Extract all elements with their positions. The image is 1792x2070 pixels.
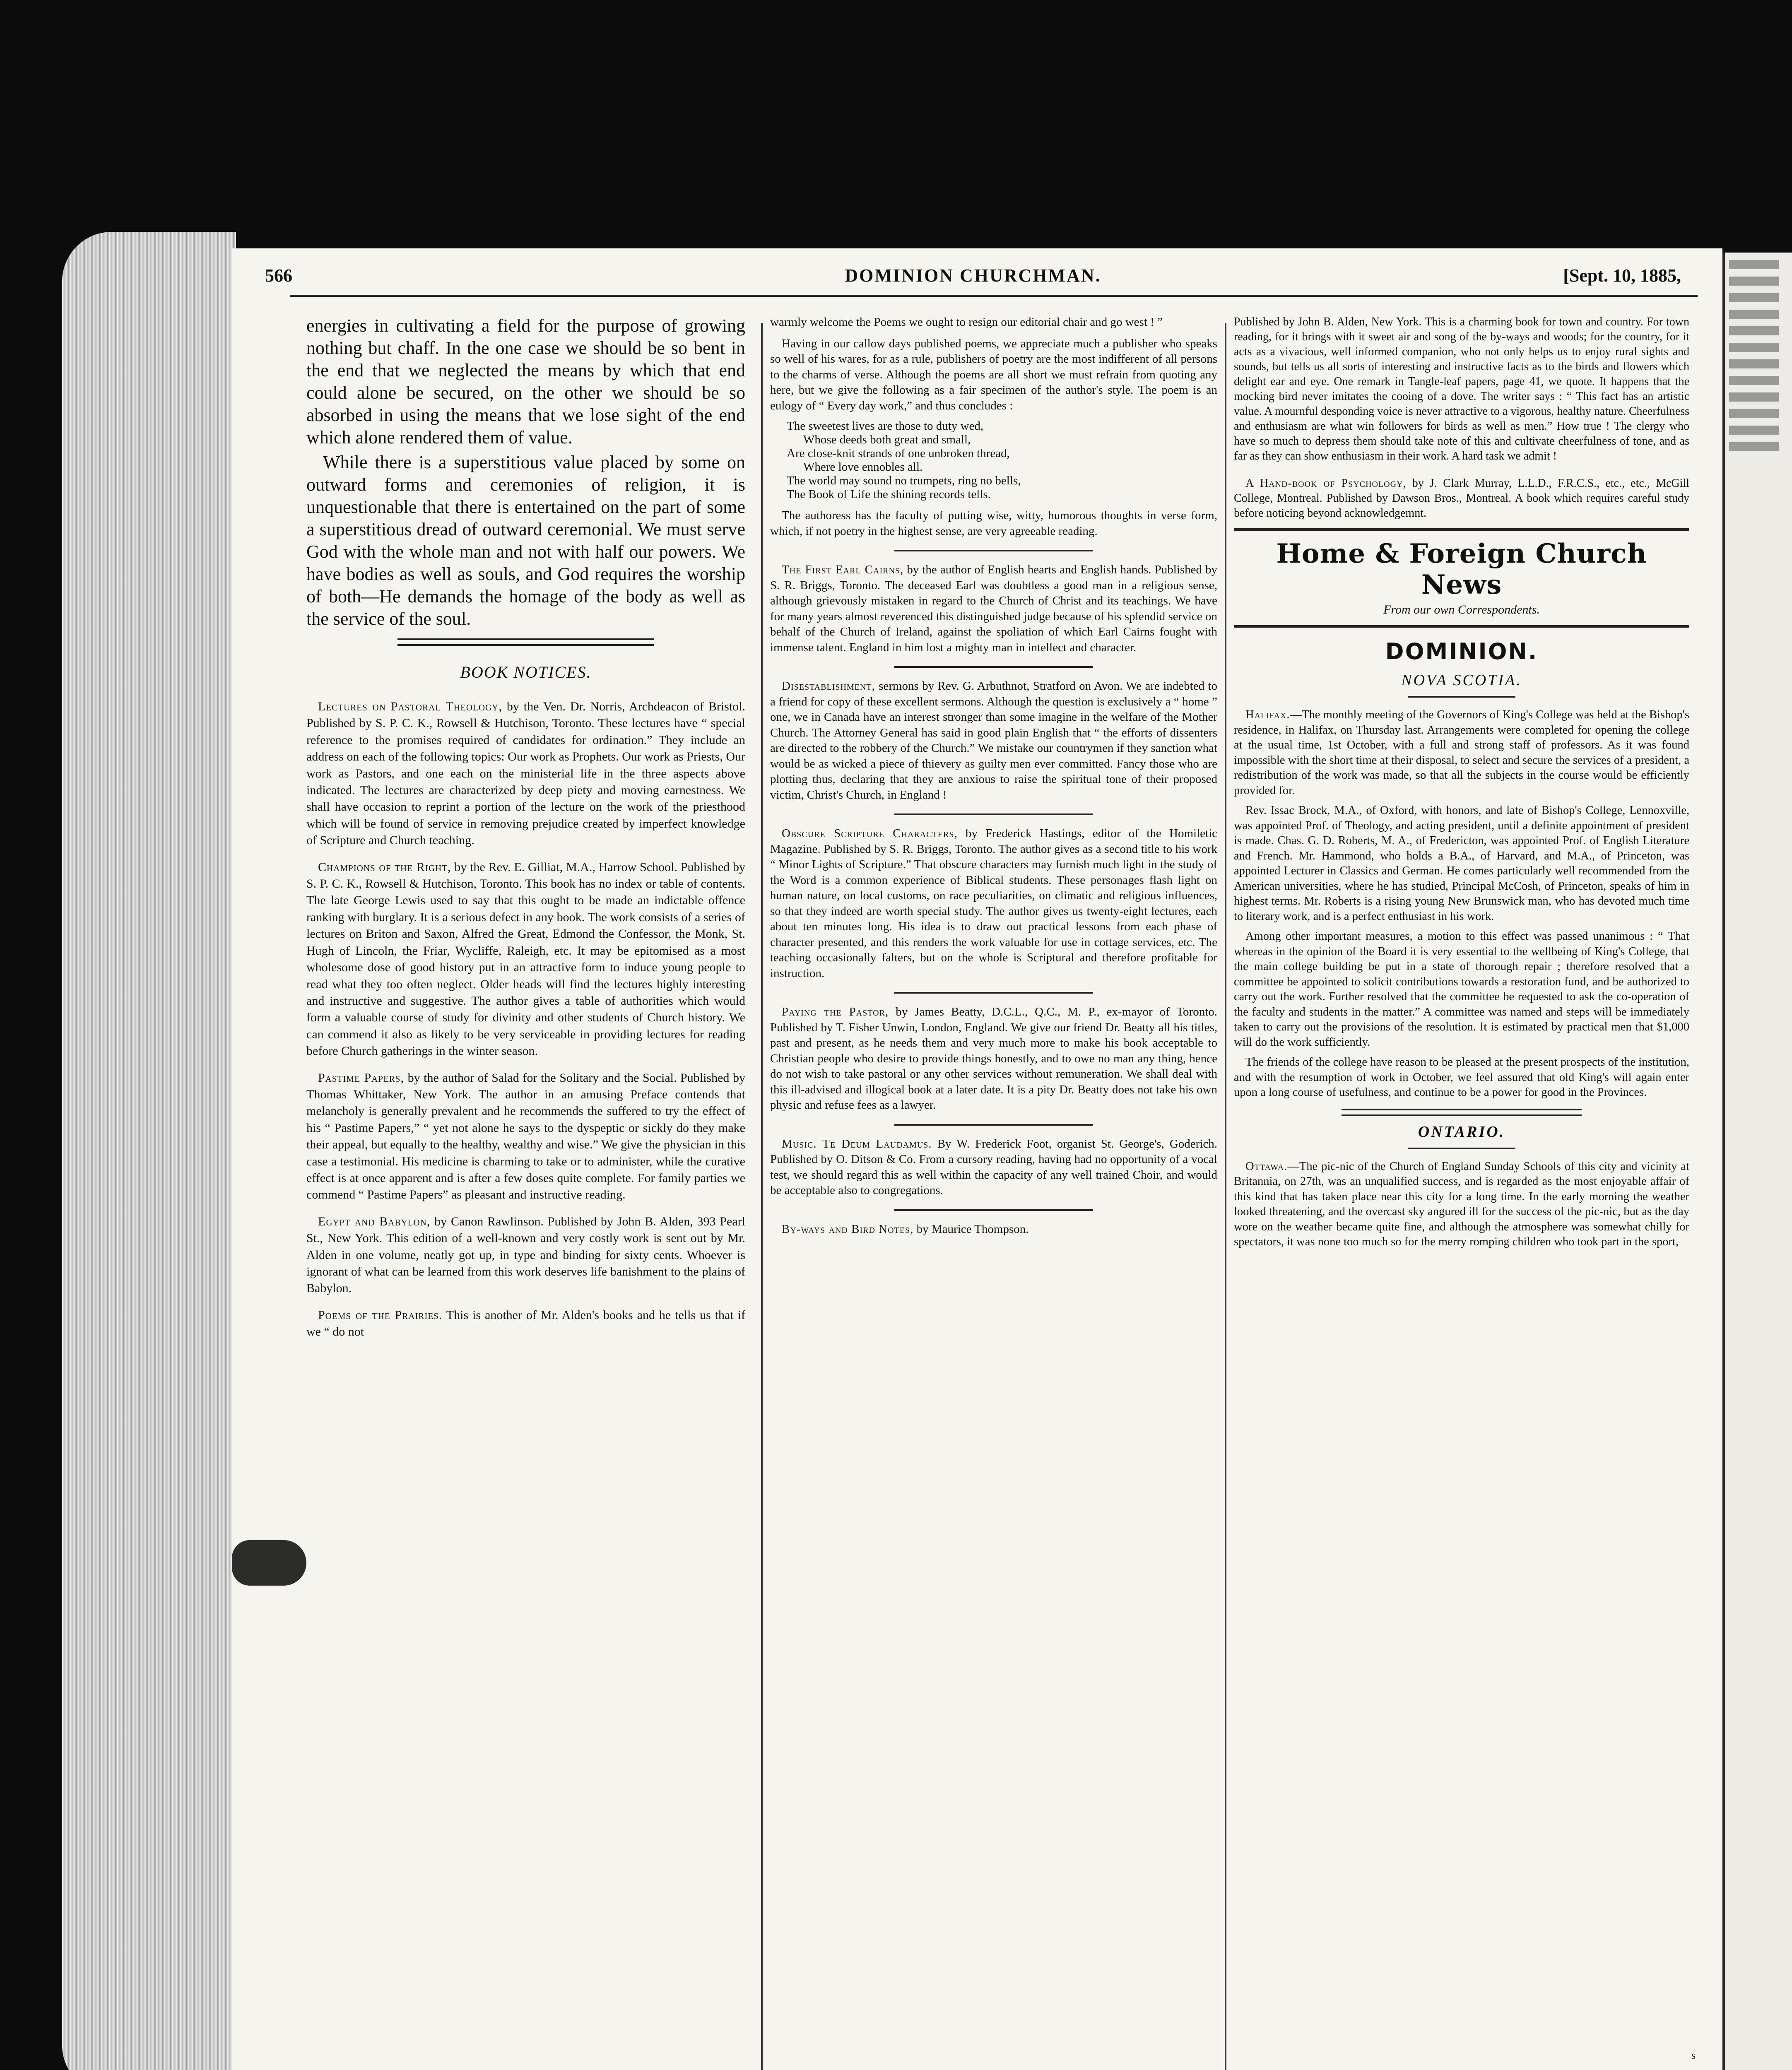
column-3 xyxy=(1234,315,1689,1255)
notice-title: Disestablishment, xyxy=(782,679,875,693)
book-notice xyxy=(306,698,745,849)
book-notice xyxy=(770,679,1217,803)
poem-excerpt xyxy=(787,419,1217,501)
book-notice xyxy=(770,1136,1217,1199)
dominion-heading: DOMINION. xyxy=(1385,638,1538,664)
book-notice xyxy=(770,562,1217,655)
notice-body: by Maurice Thompson. xyxy=(916,1222,1029,1236)
ontario-heading: ONTARIO. xyxy=(1418,1123,1505,1141)
article-paragraph: Published by John B. Alden, New York. This is a charming book for town and country. For town reading, for it brings with it sweet air and song of the by-ways and woods; for the country, for it acts as a vivacious, well informed companion, who not only helps us to enjoy rural sights and sounds, but tells us all sorts of interesting and instructive facts as to the birds and flowers which delight ear and eye. One remark in Tangle-leaf papers, page 41, we quote. It happens that the mocking bird never imitates the cooing of a dove. The writer says : “ This fact has an artistic value. A mournful desponding voice is never attractive to a vigorous, healthy nature. Cheerfulness and enthusiasm are what win followers for birds as well as men.” How true ! The clergy who have so much to depress them should take note of this and cultivate cheerfulness of tone, and as far as they can show enthusiasm in their work. A hard task we admit ! xyxy=(1234,315,1689,462)
notice-title: Poems of the Prairies. xyxy=(318,1308,443,1322)
running-title: DOMINION CHURCHMAN. xyxy=(845,265,1101,286)
news-paragraph xyxy=(1234,1159,1689,1250)
section-rule xyxy=(1342,1109,1582,1116)
folio-mark: s xyxy=(1691,2049,1696,2061)
poem-line: The Book of Life the shining records tells. xyxy=(787,488,991,501)
news-body: —The monthly meeting of the Governors of King's College was held at the Bishop's residence, in Halifax, on Thursday last. Arrangements were completed for opening the college at the usual time, 1st October, with a full and strong staff of professors. As it was found impossible with the short time at their disposal, to select and secure the services of a president, a redistribution of the work was made, so that all the subjects in the course would be efficiently provided for. xyxy=(1234,708,1689,797)
notice-body: by Canon Rawlinson. Published by John B. Alden, 393 Pearl St., New York. This edition of a well-known and very costly work is sent out by Mr. Alden in one volume, neatly got up, in type and binding for sixty cents. Whoever is ignorant of what can be learned from this work deserves life banishment to the plains of Babylon. xyxy=(306,1214,746,1295)
reader-thumb-shadow xyxy=(232,1540,306,1586)
notice-body: by J. Clark Murray, L.L.D., F.R.C.S., etc., etc., McGill College, Montreal. Published by Dawson Bros., Montreal. A book which requires careful study before noticing beyond acknowledgemnt. xyxy=(1234,477,1690,520)
book-notice xyxy=(1234,476,1689,521)
notice-body: by the author of English hearts and English hands. Published by S. R. Briggs, Toronto. The deceased Earl was doubtless a good man in a religious sense, although grievously mistaken in regard to the Church of Christ and its teachings. We have for many years almost reverenced this distinguished judge because of his splendid service on behalf of the Church of Ireland, against the spoliation of which Earl Cairns fought with immense talent. England in him lost a mighty man in intellect and character. xyxy=(770,563,1218,654)
notice-title: A Hand-book of Psychology, xyxy=(1245,477,1407,490)
poem-line: Where love ennobles all. xyxy=(803,460,923,474)
column-divider xyxy=(761,323,763,2070)
divider-rule xyxy=(894,550,1093,551)
notice-title: Lectures on Pastoral Theology, xyxy=(318,700,502,713)
poem-line: The sweetest lives are those to duty wed, xyxy=(787,419,984,433)
column-1 xyxy=(306,315,745,1350)
article-paragraph: warmly welcome the Poems we ought to resign our editorial chair and go west ! ” xyxy=(770,315,1163,329)
notice-title: Egypt and Babylon, xyxy=(318,1214,431,1228)
divider-rule xyxy=(1408,1148,1515,1149)
book-notice xyxy=(770,1004,1217,1113)
divider-rule xyxy=(894,814,1093,815)
notice-title: Pastime Papers, xyxy=(318,1071,404,1085)
notice-body: by the author of Salad for the Solitary and the Social. Published by Thomas Whittaker, New York. The author in an amusing Preface contends that melancholy is generally prevalent and he recommends the suffered to try the effect of his “ Pastime Papers,” “ yet not alone he says to the dyspeptic or sickly do they make their appeal, but equally to the healthy, wealthy and wise.” We give the physician in this case a testimonial. His medicine is charming to take or to administer, while the curative effect is at once apparent and is after a few doses quite complete. For family parties we commend “ Pastime Papers” as pleasant and instructive reading. xyxy=(306,1071,745,1202)
divider-rule xyxy=(894,1124,1093,1126)
divider-rule xyxy=(894,1209,1093,1211)
news-paragraph: The friends of the college have reason to be pleased at the present prospects of the institution, and with the resumption of work in October, we feel assured that old King's will again enter upon a long course of usefulness, and continue to be a power for good in the Provinces. xyxy=(1234,1056,1689,1099)
poem-line: The world may sound no trumpets, ring no bells, xyxy=(787,474,1021,487)
notice-body: by the Rev. E. Gilliat, M.A., Harrow School. Published by S. P. C. K., Rowsell & Hutchison, Toronto. This book has no index or table of contents. The late George Lewis used to say that this ought to be made an indictable offence ranking with burglary. It is a serious defect in any book. The work consists of a series of lectures on Briton and Saxon, Alfred the Great, Edmond the Confessor, the Monk, St. Hugh of Lincoln, the Friar, Wycliffe, Raleigh, etc. It may be epitomised as a most wholesome dose of good history put in an attractive form to induce young people to read what they too often neglect. Older heads will find the lectures highly interesting and instructive and suggestive. The author gives a table of authorities which would form a valuable course of study for divinity and other students of Church history. We can commend it also as likely to be very serviceable in providing lectures for reading before Church gatherings in the winter season. xyxy=(306,860,746,1058)
news-paragraph: Among other important measures, a motion to this effect was passed unanimous : “ That whereas in the opinion of the Board it is very essential to the wellbeing of King's College, that the main college building be put in a state of thorough repair ; therefore resolved that a committee be appointed to solicit contributions towards a restoration fund, and be authorized to carry out the work. Further resolved that the committee be requested to ask the co-operation of the faculty and students in the matter.” A committee was named and steps will be immediately taken to carry out the provisions of the resolution. It is estimated by practical men that $1,000 will do the work sufficiently. xyxy=(1234,930,1689,1049)
divider-rule xyxy=(1408,696,1515,698)
book-notice xyxy=(770,826,1217,981)
place-title: Halifax. xyxy=(1245,708,1290,721)
masthead-subtitle: From our own Correspondents. xyxy=(1383,603,1540,616)
notice-body: By W. Frederick Foot, organist St. George's, Goderich. Published by O. Ditson & Co. From a cursory reading, having had no opportunity of a vocal test, we should regard this as well within the capacity of any well trained Choir, and would be acceptable also to congregations. xyxy=(770,1137,1218,1197)
notice-title: The First Earl Cairns, xyxy=(782,563,904,576)
notice-title: Paying the Pastor, xyxy=(782,1005,889,1018)
notice-body: by Frederick Hastings, editor of the Homiletic Magazine. Published by S. R. Briggs, Toronto. The author gives as a second title to his work “ Minor Lights of Scripture.” That obscure characters may furnish much light in the study of the Word is a common experience of Biblical students. These personages flash light on human nature, on local customs, on race peculiarities, on climatic and religious influences, so that they indeed are worth special study. The author gives us twenty-eight lectures, each about ten minutes long. His idea is to draw out practical lessons from each phase of character presented, and this renders the work valuable for use in cottage services, etc. The teaching occasionally falters, but on the whole is Scriptural and therefore profitable for instruction. xyxy=(770,827,1218,980)
notice-body: by James Beatty, D.C.L., Q.C., M. P., ex-mayor of Toronto. Published by T. Fisher Unwin, London, England. We give our friend Dr. Beatty all his titles, past and present, as he needs them and very much more to make his book acceptable to Christian people who desire to provide things honestly, and to owe no man any thing, hence do not wish to take pastoral or any other services without remuneration. We shall deal with this ill-advised and illogical book at a later date. It is a pity Dr. Beatty does not take his own physic and refuse fees as a lawyer. xyxy=(770,1005,1218,1112)
news-body: —The pic-nic of the Church of England Sunday Schools of this city and vicinity at Britannia, on 27th, was an unqualified success, and is regarded as the most enjoyable affair of this kind that has taken place near this city for a long time. In the early morning the weather looked threatening, and the overcast sky angured ill for the success of the pic-nic, but as the day wore on the weather became quite fine, and although the atmosphere was somewhat chilly for spectators, it was none too much so for the merry romping children who took part in the sport, xyxy=(1234,1160,1689,1248)
article-paragraph: energies in cultivating a field for the purpose of growing nothing but chaff. In the one case we should be so bent in the end that we neglected the means by which that end could alone be secured, on the other we should be so absorbed in using the means that we lose sight of the end which alone rendered them of value. xyxy=(306,315,745,448)
article-paragraph: While there is a superstitious value placed by some on outward forms and ceremonies of religion, it is unquestionable that there is entertained on the part of some a superstitious dread of outward ceremonial. We must serve God with the whole man and not with half our powers. We have bodies as well as souls, and God requires the worship of both—He demands the homage of the body as well as the service of the soul. xyxy=(306,452,745,629)
notice-title: Obscure Scripture Characters, xyxy=(782,827,958,840)
section-rule xyxy=(397,638,654,646)
book-notice xyxy=(770,1222,1217,1237)
column-2 xyxy=(770,315,1217,1243)
article-paragraph: The authoress has the faculty of putting wise, witty, humorous thoughts in verse form, which, if not poetry in the highest sense, are very agreeable reading. xyxy=(770,509,1217,538)
divider-rule xyxy=(894,992,1093,994)
book-notice xyxy=(306,1307,745,1341)
column-divider xyxy=(1225,323,1226,2070)
notice-title: By-ways and Bird Notes, xyxy=(782,1222,914,1236)
article-paragraph: Having in our callow days published poems, we appreciate much a publisher who speaks so well of his wares, for as a rule, publishers of poetry are the most indifferent of all persons to the charms of verse. Although the poems are all short we must refrain from quoting any here, but we give the following as a fair specimen of the author's style. The poem is an eulogy of “ Every day work,” and thus concludes : xyxy=(770,337,1217,412)
page-number: 566 xyxy=(265,265,292,286)
masthead-rule xyxy=(1234,625,1689,628)
book-notice xyxy=(306,1070,745,1203)
notice-body: This is another of Mr. Alden's books and he tells us that if we “ do not xyxy=(306,1308,745,1339)
notice-body: sermons by Rev. G. Arbuthnot, Stratford on Avon. We are indebted to a friend for copy of these excellent sermons. Although the question is exclusively a “ home ” one, we in Canada have an interest stronger than some imagine in the welfare of the Mother Church. The Attorney General has said in good plain English that “ the efforts of dissenters are directed to the robbery of the Church.” We mistake our countrymen if they sanction what would be as wicked a piece of thievery as guilty men ever committed. Fancy those who are plotting thus, declaring that they are anxious to raise the spiritual tone of their proposed victim, Christ's Church, in England ! xyxy=(770,679,1217,802)
notice-title: Music. Te Deum Laudamus. xyxy=(782,1137,932,1151)
book-notice xyxy=(306,859,745,1060)
section-title-book-notices: BOOK NOTICES. xyxy=(460,663,592,681)
notice-body: by the Ven. Dr. Norris, Archdeacon of Bristol. Published by S. P. C. K., Rowsell & Hutchison, Toronto. These lectures have “ special reference to the promises required of candidates for ordination.” They include an address on each of the following topics: Our work as Prophets. Our work as Priests, Our work as Pastors, and one each on the ministerial life in the three aspects above indicated. The lectures are characterized by deep piety and moving earnestness. We shall have occasion to reprint a portion of the lecture on the work of the priesthood which will be found of service in removing prejudice created by imperfect knowledge of Scripture and Church teaching. xyxy=(306,700,745,847)
issue-date: [Sept. 10, 1885, xyxy=(1563,265,1681,286)
notice-title: Champions of the Right, xyxy=(318,860,451,874)
facing-page-edge xyxy=(1722,253,1792,2070)
church-news-masthead: Home & Foreign Church News xyxy=(1276,538,1647,600)
news-paragraph xyxy=(1234,708,1689,798)
poem-line: Are close-knit strands of one unbroken thread, xyxy=(787,447,1010,460)
masthead-rule xyxy=(1234,528,1689,531)
header-rule xyxy=(290,295,1698,297)
book-notice xyxy=(306,1213,745,1297)
nova-scotia-heading: NOVA SCOTIA. xyxy=(1401,672,1522,689)
divider-rule xyxy=(894,666,1093,668)
page-header xyxy=(265,265,1681,290)
place-title: Ottawa. xyxy=(1245,1160,1288,1173)
book-page-edges xyxy=(62,232,236,2070)
poem-line: Whose deeds both great and small, xyxy=(803,433,971,446)
news-paragraph: Rev. Issac Brock, M.A., of Oxford, with honors, and late of Bishop's College, Lennoxville, was appointed Prof. of Theology, and acting president, until a definite appointment of president is made. Chas. G. D. Roberts, M. A., of Fredericton, was appointed Prof. of English Literature and French. Mr. Hammond, who holds a B.A., of Harvard, and M.A., of Princeton, was appointed Lecturer in Classics and German. He comes particularly well recommended from the American universities, where he has studied, Principal McCosh, of Princeton, speaks of him in highest terms. Mr. Roberts is a rising young New Brunswick man, who has devoted much time to literary work, and is a perfect enthusiast in his work. xyxy=(1234,804,1689,923)
